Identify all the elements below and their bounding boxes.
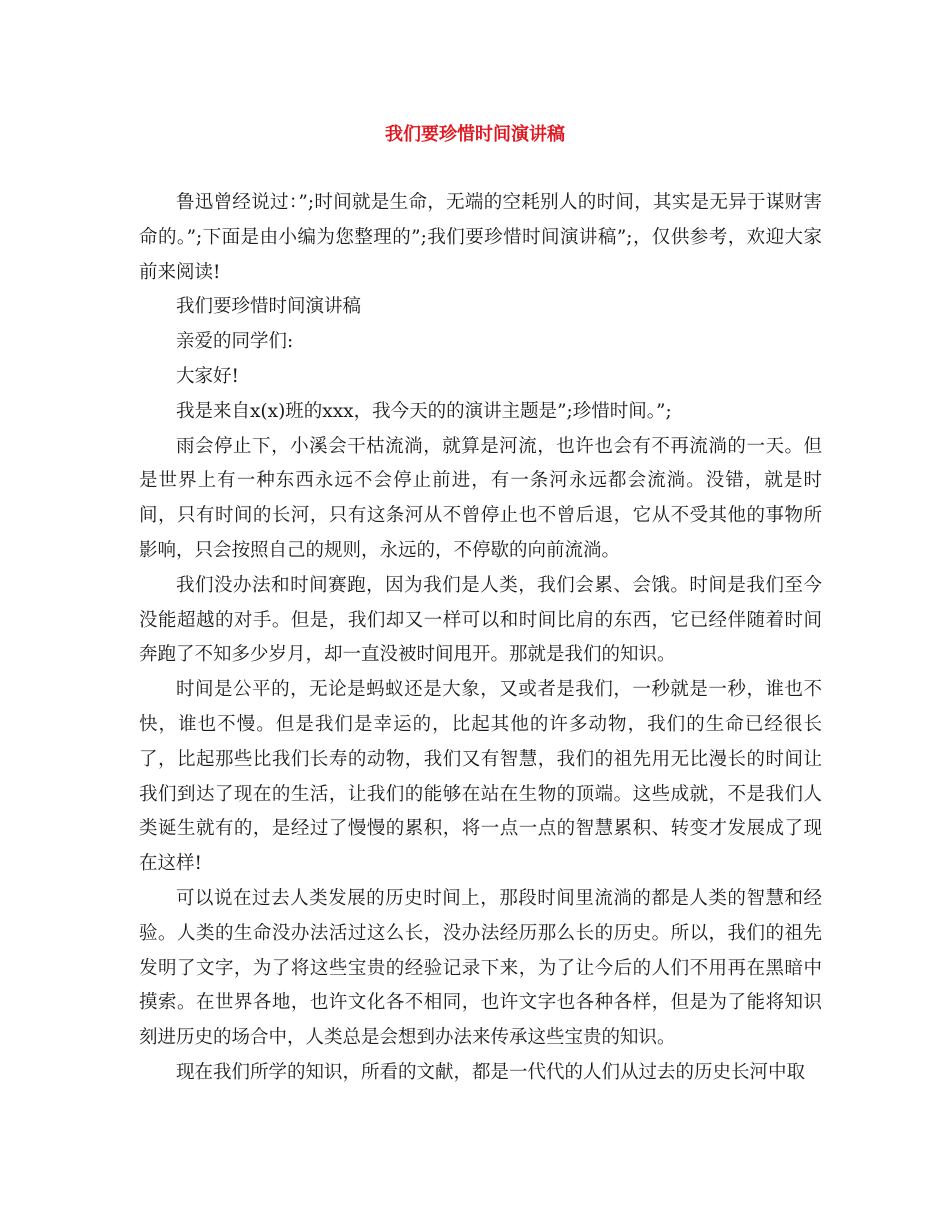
document-body xyxy=(139,186,822,1091)
salutation: 亲爱的同学们: xyxy=(176,331,294,353)
body-paragraph: 我们没办法和时间赛跑，因为我们是人类，我们会累、会饿。时间是我们至今没能超越的对手。但是，我们却又一样可以和时间比肩的东西，它已经伴随着时间奔跑了不知多少岁月，却一直没被时间甩开。那就是我们的知识。 xyxy=(139,574,822,666)
intro-paragraph: 鲁迅曾经说过：”;时间就是生命，无端的空耗别人的时间，其实是无异于谋财害命的。”;下面是由小编为您整理的”;我们要珍惜时间演讲稿”;，仅供参考，欢迎大家前来阅读! xyxy=(139,192,822,283)
speech-heading: 我们要珍惜时间演讲稿 xyxy=(176,296,362,318)
body-paragraph: 现在我们所学的知识，所看的文献，都是一代代的人们从过去的历史长河中取 xyxy=(176,1061,806,1083)
body-paragraph: 时间是公平的，无论是蚂蚁还是大象，又或者是我们，一秒就是一秒，谁也不快，谁也不慢。但是我们是幸运的，比起其他的许多动物，我们的生命已经很长了，比起那些比我们长寿的动物，我们又有智慧，我们的祖先用无比漫长的时间让我们到达了现在的生活，让我们的能够在站在生物的顶端。这些成就，不是我们人类诞生就有的，是经过了慢慢的累积，将一点一点的智慧累积、转变才发展成了现在这样! xyxy=(139,679,822,875)
document-title: 我们要珍惜时间演讲稿 xyxy=(385,124,565,145)
body-paragraph: 雨会停止下，小溪会干枯流淌，就算是河流，也许也会有不再流淌的一天。但是世界上有一种东西永远不会停止前进，有一条河永远都会流淌。没错，就是时间，只有时间的长河，只有这条河从不曾停止也不曾后退，它从不受其他的事物所影响，只会按照自己的规则，永远的，不停歇的向前流淌。 xyxy=(139,435,822,561)
body-paragraph: 可以说在过去人类发展的历史时间上，那段时间里流淌的都是人类的智慧和经验。人类的生命没办法活过这么长，没办法经历那么长的历史。所以，我们的祖先发明了文字，为了将这些宝贵的经验记录下来，为了让今后的人们不用再在黑暗中摸索。在世界各地，也许文化各不相同，也许文字也各种各样，但是为了能将知识刻进历史的场合中，人类总是会想到办法来传承这些宝贵的知识。 xyxy=(139,887,822,1049)
self-introduction: 我是来自x(x)班的xxx，我今天的的演讲主题是”;珍惜时间。”; xyxy=(176,400,672,422)
greeting: 大家好! xyxy=(176,365,239,387)
